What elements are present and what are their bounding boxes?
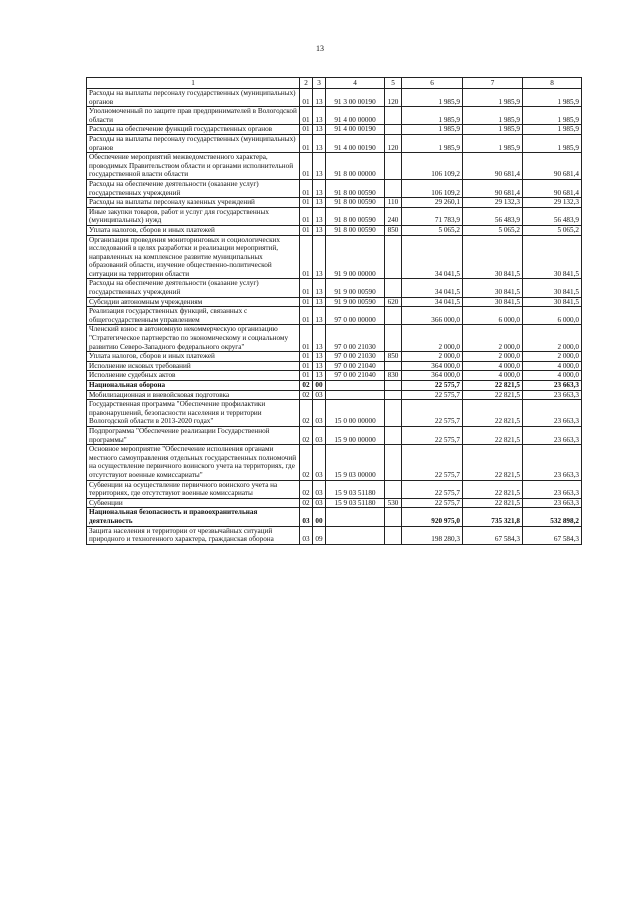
target-article-cell: 97 0 00 21030: [326, 325, 385, 352]
row-name-cell: Субвенции: [87, 498, 300, 508]
section-code-cell: 01: [300, 179, 313, 197]
amount-year1-cell: 22 575,7: [402, 381, 463, 391]
subsection-code-cell: 03: [313, 498, 326, 508]
amount-year2-cell: 2 000,0: [463, 352, 523, 362]
section-code-cell: 01: [300, 307, 313, 325]
subsection-code-cell: 03: [313, 480, 326, 498]
table-row: [87, 297, 582, 307]
section-code-cell: 02: [300, 390, 313, 400]
expense-type-cell: 830: [385, 371, 402, 381]
subsection-code-cell: 09: [313, 526, 326, 544]
section-code-cell: 02: [300, 480, 313, 498]
amount-year3-cell: 6 000,0: [523, 307, 582, 325]
row-name-cell: Расходы на обеспечение функций государственных органов: [87, 125, 300, 135]
amount-year3-cell: 23 663,3: [523, 426, 582, 444]
target-article-cell: 91 9 00 00590: [326, 297, 385, 307]
target-article-cell: [326, 508, 385, 526]
table-row: [87, 400, 582, 427]
subsection-code-cell: 13: [313, 207, 326, 225]
amount-year2-cell: 735 321,8: [463, 508, 523, 526]
table-row: [87, 153, 582, 180]
amount-year3-cell: 30 841,5: [523, 279, 582, 297]
amount-year2-cell: 1 985,9: [463, 134, 523, 152]
subsection-code-cell: 13: [313, 107, 326, 125]
target-article-cell: 91 9 00 00590: [326, 279, 385, 297]
row-name-cell: Обеспечение мероприятий межведомственного характера, проводимых Правительством области и органами исполнительной государственной власти области: [87, 153, 300, 180]
header-cell: 1: [87, 78, 300, 89]
target-article-cell: 97 0 00 21040: [326, 361, 385, 371]
subsection-code-cell: 13: [313, 371, 326, 381]
expense-type-cell: [385, 445, 402, 480]
target-article-cell: 91 4 00 00190: [326, 134, 385, 152]
row-name-cell: Основное мероприятие "Обеспечение исполнения органами местного самоуправления отдельных государственных полномочий на осуществление первичного воинского учета на территориях, где отсутствуют военные комиссариаты": [87, 445, 300, 480]
amount-year2-cell: 30 841,5: [463, 279, 523, 297]
subsection-code-cell: 13: [313, 297, 326, 307]
section-code-cell: 03: [300, 526, 313, 544]
table-row: [87, 371, 582, 381]
section-code-cell: 01: [300, 207, 313, 225]
target-article-cell: [326, 526, 385, 544]
amount-year3-cell: 29 132,3: [523, 198, 582, 208]
row-name-cell: Уполномоченный по защите прав предпринимателей в Вологодской области: [87, 107, 300, 125]
amount-year3-cell: 4 000,0: [523, 371, 582, 381]
subsection-code-cell: 13: [313, 153, 326, 180]
header-row: [87, 78, 582, 89]
expense-type-cell: [385, 390, 402, 400]
row-name-cell: Расходы на обеспечение деятельности (оказание услуг) государственных учреждений: [87, 279, 300, 297]
subsection-code-cell: 03: [313, 445, 326, 480]
section-code-cell: 01: [300, 107, 313, 125]
row-name-cell: Исполнение судебных актов: [87, 371, 300, 381]
expense-type-cell: 120: [385, 89, 402, 107]
table-row: [87, 89, 582, 107]
expense-type-cell: 530: [385, 498, 402, 508]
table-row: [87, 480, 582, 498]
row-name-cell: Расходы на обеспечение деятельности (оказание услуг) государственных учреждений: [87, 179, 300, 197]
section-code-cell: 01: [300, 361, 313, 371]
amount-year3-cell: 90 681,4: [523, 153, 582, 180]
subsection-code-cell: 13: [313, 225, 326, 235]
amount-year3-cell: 2 000,0: [523, 352, 582, 362]
amount-year3-cell: 1 985,9: [523, 134, 582, 152]
expense-type-cell: [385, 508, 402, 526]
target-article-cell: 91 4 00 00190: [326, 125, 385, 135]
row-name-cell: Уплата налогов, сборов и иных платежей: [87, 352, 300, 362]
target-article-cell: [326, 381, 385, 391]
target-article-cell: 15 9 03 00000: [326, 445, 385, 480]
subsection-code-cell: 13: [313, 361, 326, 371]
amount-year2-cell: 90 681,4: [463, 179, 523, 197]
amount-year1-cell: 366 000,0: [402, 307, 463, 325]
amount-year3-cell: 23 663,3: [523, 498, 582, 508]
section-code-cell: 02: [300, 498, 313, 508]
section-code-cell: 01: [300, 225, 313, 235]
subsection-code-cell: 13: [313, 279, 326, 297]
subsection-code-cell: 13: [313, 179, 326, 197]
section-code-cell: 01: [300, 198, 313, 208]
row-name-cell: Членский взнос в автономную некоммерческую организацию "Стратегическое партнерство по экономическому и социальному развитию Северо-Западного федерального округа": [87, 325, 300, 352]
section-code-cell: 01: [300, 297, 313, 307]
header-cell: 6: [402, 78, 463, 89]
expense-type-cell: [385, 480, 402, 498]
target-article-cell: 91 9 00 00000: [326, 235, 385, 279]
subsection-code-cell: 13: [313, 134, 326, 152]
amount-year2-cell: 56 483,9: [463, 207, 523, 225]
section-code-cell: 02: [300, 381, 313, 391]
section-code-cell: 03: [300, 508, 313, 526]
target-article-cell: 97 0 00 21030: [326, 352, 385, 362]
amount-year1-cell: 34 041,5: [402, 235, 463, 279]
row-name-cell: Уплата налогов, сборов и иных платежей: [87, 225, 300, 235]
target-article-cell: 15 9 03 51180: [326, 498, 385, 508]
table-row: [87, 426, 582, 444]
amount-year3-cell: 23 663,3: [523, 381, 582, 391]
amount-year2-cell: 4 000,0: [463, 361, 523, 371]
expense-type-cell: 240: [385, 207, 402, 225]
expense-type-cell: 850: [385, 352, 402, 362]
target-article-cell: [326, 390, 385, 400]
target-article-cell: 15 9 03 51180: [326, 480, 385, 498]
amount-year2-cell: 22 821,5: [463, 381, 523, 391]
amount-year3-cell: 90 681,4: [523, 179, 582, 197]
amount-year3-cell: 2 000,0: [523, 325, 582, 352]
expense-type-cell: 620: [385, 297, 402, 307]
amount-year2-cell: 22 821,5: [463, 426, 523, 444]
table-row: [87, 352, 582, 362]
subsection-code-cell: 00: [313, 381, 326, 391]
subsection-code-cell: 03: [313, 426, 326, 444]
row-name-cell: Защита населения и территории от чрезвычайных ситуаций природного и техногенного характера, гражданская оборона: [87, 526, 300, 544]
amount-year2-cell: 1 985,9: [463, 125, 523, 135]
target-article-cell: 15 9 00 00000: [326, 426, 385, 444]
target-article-cell: 91 8 00 00590: [326, 225, 385, 235]
subsection-code-cell: 13: [313, 307, 326, 325]
amount-year3-cell: 4 000,0: [523, 361, 582, 371]
amount-year3-cell: 56 483,9: [523, 207, 582, 225]
table-row: [87, 207, 582, 225]
section-code-cell: 01: [300, 371, 313, 381]
amount-year1-cell: 2 000,0: [402, 325, 463, 352]
row-name-cell: Исполнение исковых требований: [87, 361, 300, 371]
table-row: [87, 526, 582, 544]
amount-year1-cell: 22 575,7: [402, 445, 463, 480]
header-cell: 7: [463, 78, 523, 89]
amount-year3-cell: 1 985,9: [523, 125, 582, 135]
header-cell: 3: [313, 78, 326, 89]
section-code-cell: 01: [300, 235, 313, 279]
amount-year1-cell: 1 985,9: [402, 134, 463, 152]
table-row: [87, 390, 582, 400]
subsection-code-cell: 13: [313, 235, 326, 279]
amount-year2-cell: 22 821,5: [463, 480, 523, 498]
table-row: [87, 134, 582, 152]
amount-year2-cell: 6 000,0: [463, 307, 523, 325]
amount-year2-cell: 22 821,5: [463, 390, 523, 400]
row-name-cell: Мобилизационная и вневойсковая подготовка: [87, 390, 300, 400]
expense-type-cell: [385, 381, 402, 391]
budget-table: [86, 77, 582, 545]
row-name-cell: Реализация государственных функций, связанных с общегосударственным управлением: [87, 307, 300, 325]
section-code-cell: 01: [300, 89, 313, 107]
expense-type-cell: [385, 400, 402, 427]
amount-year1-cell: 29 260,1: [402, 198, 463, 208]
amount-year1-cell: 34 041,5: [402, 297, 463, 307]
target-article-cell: 91 8 00 00590: [326, 207, 385, 225]
row-name-cell: Расходы на выплаты персоналу казенных учреждений: [87, 198, 300, 208]
row-name-cell: Организация проведения мониторинговых и социологических исследований в целях разработки и реализации мероприятий, направленных на комплексное развитие муниципальных образований области, изучение общественно-политической ситуации на территории области: [87, 235, 300, 279]
target-article-cell: 97 0 00 00000: [326, 307, 385, 325]
table-row: [87, 361, 582, 371]
amount-year2-cell: 4 000,0: [463, 371, 523, 381]
subsection-code-cell: 03: [313, 400, 326, 427]
target-article-cell: 91 4 00 00000: [326, 107, 385, 125]
target-article-cell: 91 3 00 00190: [326, 89, 385, 107]
section-code-cell: 02: [300, 445, 313, 480]
amount-year1-cell: 920 975,0: [402, 508, 463, 526]
row-name-cell: Субвенции на осуществление первичного воинского учета на территориях, где отсутствуют военные комиссариаты: [87, 480, 300, 498]
amount-year2-cell: 90 681,4: [463, 153, 523, 180]
table-row: [87, 325, 582, 352]
amount-year2-cell: 1 985,9: [463, 89, 523, 107]
amount-year3-cell: 532 898,2: [523, 508, 582, 526]
subsection-code-cell: 13: [313, 325, 326, 352]
amount-year2-cell: 22 821,5: [463, 445, 523, 480]
table-row: [87, 498, 582, 508]
row-name-cell: Иные закупки товаров, работ и услуг для государственных (муниципальных) нужд: [87, 207, 300, 225]
table-row: [87, 198, 582, 208]
section-code-cell: 01: [300, 134, 313, 152]
expense-type-cell: [385, 179, 402, 197]
amount-year1-cell: 22 575,7: [402, 390, 463, 400]
amount-year1-cell: 34 041,5: [402, 279, 463, 297]
amount-year3-cell: 30 841,5: [523, 297, 582, 307]
amount-year3-cell: 23 663,3: [523, 390, 582, 400]
header-cell: 5: [385, 78, 402, 89]
amount-year2-cell: 2 000,0: [463, 325, 523, 352]
amount-year1-cell: 1 985,9: [402, 89, 463, 107]
expense-type-cell: [385, 107, 402, 125]
header-cell: 4: [326, 78, 385, 89]
amount-year1-cell: 71 783,9: [402, 207, 463, 225]
table-row: [87, 107, 582, 125]
header-cell: 2: [300, 78, 313, 89]
page-number: 13: [316, 44, 324, 53]
table-row: [87, 445, 582, 480]
expense-type-cell: [385, 325, 402, 352]
expense-type-cell: [385, 235, 402, 279]
table-row: [87, 225, 582, 235]
table-row: [87, 235, 582, 279]
section-code-cell: 01: [300, 153, 313, 180]
expense-type-cell: [385, 279, 402, 297]
row-name-cell: Расходы на выплаты персоналу государственных (муниципальных) органов: [87, 89, 300, 107]
expense-type-cell: [385, 153, 402, 180]
table-row: [87, 279, 582, 297]
amount-year2-cell: 67 584,3: [463, 526, 523, 544]
row-name-cell: Национальная оборона: [87, 381, 300, 391]
amount-year2-cell: 22 821,5: [463, 400, 523, 427]
section-code-cell: 01: [300, 125, 313, 135]
target-article-cell: 15 0 00 00000: [326, 400, 385, 427]
expense-type-cell: [385, 426, 402, 444]
section-code-cell: 01: [300, 325, 313, 352]
row-name-cell: Субсидии автономным учреждениям: [87, 297, 300, 307]
expense-type-cell: [385, 307, 402, 325]
amount-year1-cell: 22 575,7: [402, 480, 463, 498]
table-row: [87, 508, 582, 526]
target-article-cell: 97 0 00 21040: [326, 371, 385, 381]
amount-year3-cell: 5 065,2: [523, 225, 582, 235]
amount-year3-cell: 30 841,5: [523, 235, 582, 279]
amount-year3-cell: 1 985,9: [523, 89, 582, 107]
amount-year1-cell: 364 000,0: [402, 361, 463, 371]
amount-year1-cell: 22 575,7: [402, 426, 463, 444]
amount-year2-cell: 5 065,2: [463, 225, 523, 235]
table-row: [87, 307, 582, 325]
amount-year3-cell: 23 663,3: [523, 445, 582, 480]
expense-type-cell: 120: [385, 134, 402, 152]
row-name-cell: Подпрограмма "Обеспечение реализации Государственной программы": [87, 426, 300, 444]
subsection-code-cell: 13: [313, 198, 326, 208]
amount-year1-cell: 1 985,9: [402, 107, 463, 125]
row-name-cell: Национальная безопасность и правоохранительная деятельность: [87, 508, 300, 526]
table-row: [87, 381, 582, 391]
amount-year1-cell: 5 065,2: [402, 225, 463, 235]
amount-year2-cell: 22 821,5: [463, 498, 523, 508]
amount-year2-cell: 30 841,5: [463, 297, 523, 307]
expense-type-cell: [385, 526, 402, 544]
expense-type-cell: 850: [385, 225, 402, 235]
section-code-cell: 01: [300, 352, 313, 362]
expense-type-cell: [385, 361, 402, 371]
amount-year1-cell: 22 575,7: [402, 498, 463, 508]
subsection-code-cell: 13: [313, 125, 326, 135]
amount-year3-cell: 23 663,3: [523, 400, 582, 427]
expense-type-cell: 110: [385, 198, 402, 208]
amount-year1-cell: 2 000,0: [402, 352, 463, 362]
target-article-cell: 91 8 00 00590: [326, 179, 385, 197]
amount-year1-cell: 106 109,2: [402, 179, 463, 197]
header-cell: 8: [523, 78, 582, 89]
amount-year1-cell: 198 280,3: [402, 526, 463, 544]
target-article-cell: 91 8 00 00590: [326, 198, 385, 208]
subsection-code-cell: 00: [313, 508, 326, 526]
amount-year1-cell: 1 985,9: [402, 125, 463, 135]
section-code-cell: 02: [300, 400, 313, 427]
amount-year3-cell: 67 584,3: [523, 526, 582, 544]
subsection-code-cell: 03: [313, 390, 326, 400]
amount-year1-cell: 364 000,0: [402, 371, 463, 381]
amount-year3-cell: 23 663,3: [523, 480, 582, 498]
row-name-cell: Государственная программа "Обеспечение профилактики правонарушений, безопасности населения и территории Вологодской области в 2013-2020 годах": [87, 400, 300, 427]
amount-year3-cell: 1 985,9: [523, 107, 582, 125]
amount-year2-cell: 29 132,3: [463, 198, 523, 208]
amount-year1-cell: 22 575,7: [402, 400, 463, 427]
table-row: [87, 179, 582, 197]
target-article-cell: 91 8 00 00000: [326, 153, 385, 180]
table-row: [87, 125, 582, 135]
expense-type-cell: [385, 125, 402, 135]
subsection-code-cell: 13: [313, 352, 326, 362]
amount-year2-cell: 30 841,5: [463, 235, 523, 279]
amount-year2-cell: 1 985,9: [463, 107, 523, 125]
section-code-cell: 01: [300, 279, 313, 297]
amount-year1-cell: 106 109,2: [402, 153, 463, 180]
section-code-cell: 02: [300, 426, 313, 444]
row-name-cell: Расходы на выплаты персоналу государственных (муниципальных) органов: [87, 134, 300, 152]
subsection-code-cell: 13: [313, 89, 326, 107]
